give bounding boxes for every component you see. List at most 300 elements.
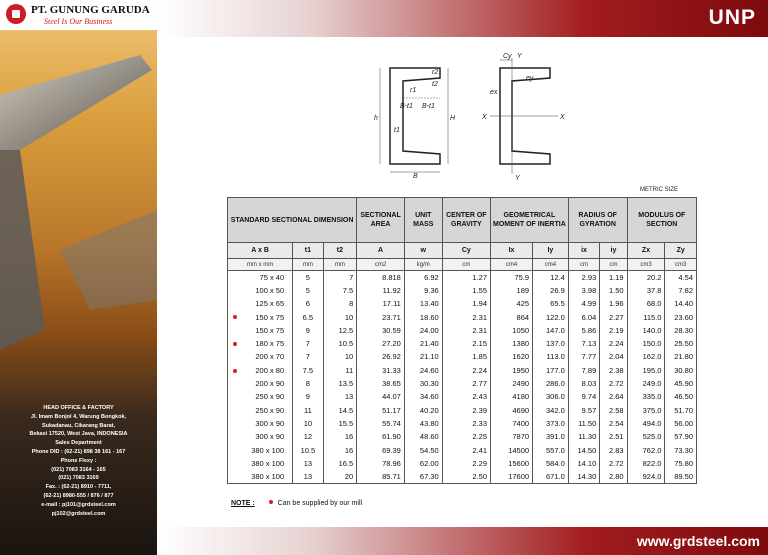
table-row <box>228 297 697 310</box>
table-cell-cy: 2.43 <box>442 390 490 403</box>
table-row <box>228 403 697 416</box>
table-cell-zx: 924.0 <box>627 470 665 483</box>
symbol-cell: Ix <box>491 243 533 259</box>
table-cell-t1: 9 <box>293 390 323 403</box>
size-text: 250 x 90 <box>255 405 285 415</box>
table-cell-size <box>228 470 293 483</box>
table-cell-area: 8.818 <box>357 271 405 284</box>
table-cell-gx: 14.10 <box>568 457 600 470</box>
table-cell-gy: 2.38 <box>600 364 627 377</box>
table-cell-gy: 2.24 <box>600 337 627 350</box>
table-cell-t1: 9 <box>293 324 323 337</box>
table-cell-zy: 7.82 <box>665 284 697 297</box>
table-cell-mass: 13.40 <box>404 297 442 310</box>
table-cell-iy: 147.0 <box>533 324 569 337</box>
table-cell-ix: 189 <box>491 284 533 297</box>
size-text: 380 x 100 <box>251 471 285 481</box>
table-cell-zy: 51.70 <box>665 403 697 416</box>
table-row <box>228 377 697 390</box>
contact-line: Fax. : (62-21) 8910 - 7711, <box>45 484 112 491</box>
table-cell-size <box>228 390 293 403</box>
symbol-cell: A x B <box>228 243 293 259</box>
table-cell-t2: 10.5 <box>323 337 357 350</box>
table-cell-iy: 286.0 <box>533 377 569 390</box>
table-cell-area: 27.20 <box>357 337 405 350</box>
label-b-t1-b: B-t1 <box>422 103 435 110</box>
table-cell-gy: 2.54 <box>600 417 627 430</box>
company-tagline: Steel Is Our Business <box>44 17 113 26</box>
contact-line: e-mail : pj101@grdsteel.com <box>41 501 116 508</box>
contact-info <box>0 404 157 518</box>
mill-supply-marker-icon <box>233 369 237 373</box>
table-cell-gx: 14.30 <box>568 470 600 483</box>
table-cell-gx: 3.98 <box>568 284 600 297</box>
table-cell-gy: 1.19 <box>600 271 627 284</box>
table-cell-mass: 21.40 <box>404 337 442 350</box>
table-cell-zy: 4.54 <box>665 271 697 284</box>
table-cell-ix: 7870 <box>491 430 533 443</box>
page-code: UNP <box>708 6 756 29</box>
table-cell-ix: 1050 <box>491 324 533 337</box>
table-cell-gx: 4.99 <box>568 297 600 310</box>
label-H: H <box>450 115 456 122</box>
table-cell-zy: 30.80 <box>665 364 697 377</box>
table-cell-t1: 6 <box>293 297 323 310</box>
size-text: 180 x 75 <box>255 339 285 349</box>
table-cell-size <box>228 364 293 377</box>
table-cell-zx: 375.0 <box>627 403 665 416</box>
contact-line: (021) 7083 3164 - 165 <box>51 466 106 473</box>
table-cell-gy: 2.80 <box>600 470 627 483</box>
size-text: 380 x 100 <box>251 445 285 455</box>
table-cell-zx: 115.0 <box>627 310 665 323</box>
table-row <box>228 390 697 403</box>
table-cell-mass: 43.80 <box>404 417 442 430</box>
table-cell-cy: 2.29 <box>442 457 490 470</box>
table-cell-ix: 425 <box>491 297 533 310</box>
table-cell-t2: 10 <box>323 310 357 323</box>
table-cell-t2: 8 <box>323 297 357 310</box>
table-cell-ix: 75.9 <box>491 271 533 284</box>
table-row <box>228 271 697 284</box>
contact-line: HEAD OFFICE & FACTORY <box>43 405 114 411</box>
table-cell-iy: 122.0 <box>533 310 569 323</box>
symbol-row <box>228 243 697 259</box>
unit-cell: cm <box>442 259 490 271</box>
table-cell-size <box>228 350 293 363</box>
table-cell-mass: 21.10 <box>404 350 442 363</box>
unit-cell: cm2 <box>357 259 405 271</box>
table-cell-size <box>228 337 293 350</box>
table-cell-t1: 8 <box>293 377 323 390</box>
label-ey: ey <box>526 75 534 82</box>
table-cell-size <box>228 377 293 390</box>
table-cell-area: 30.59 <box>357 324 405 337</box>
table-cell-mass: 34.60 <box>404 390 442 403</box>
table-cell-size <box>228 403 293 416</box>
table-cell-size <box>228 297 293 310</box>
table-cell-zx: 249.0 <box>627 377 665 390</box>
table-cell-zx: 140.0 <box>627 324 665 337</box>
table-cell-cy: 2.50 <box>442 470 490 483</box>
website-link[interactable]: www.grdsteel.com <box>636 533 760 549</box>
table-cell-t2: 16.5 <box>323 457 357 470</box>
label-X-right: X <box>560 114 565 121</box>
table-cell-zx: 494.0 <box>627 417 665 430</box>
header-modulus: MODULUS OF SECTION <box>627 198 696 243</box>
table-cell-gx: 7.77 <box>568 350 600 363</box>
size-text: 300 x 90 <box>255 432 285 442</box>
table-cell-iy: 177.0 <box>533 364 569 377</box>
contact-line: Phone DID : (62-21) 898 38 161 - 167 <box>31 448 126 455</box>
table-cell-gx: 14.50 <box>568 443 600 456</box>
table-cell-area: 85.71 <box>357 470 405 483</box>
label-cy: Cy <box>503 53 512 60</box>
table-cell-zy: 75.80 <box>665 457 697 470</box>
contact-line: (62-21) 8980-555 / 876 / 877 <box>43 492 114 499</box>
table-cell-t2: 7.5 <box>323 284 357 297</box>
label-r1: r1 <box>410 87 417 94</box>
size-text: 75 x 40 <box>259 272 285 282</box>
table-cell-gy: 2.58 <box>600 403 627 416</box>
table-cell-t2: 13.5 <box>323 377 357 390</box>
table-cell-area: 17.11 <box>357 297 405 310</box>
symbol-cell: t2 <box>323 243 357 259</box>
table-cell-gy: 1.96 <box>600 297 627 310</box>
table-cell-gy: 2.64 <box>600 390 627 403</box>
table-cell-iy: 12.4 <box>533 271 569 284</box>
header-dimension: STANDARD SECTIONAL DIMENSION <box>228 198 357 243</box>
table-cell-gy: 1.50 <box>600 284 627 297</box>
logo-area <box>0 0 157 30</box>
table-cell-t1: 7 <box>293 350 323 363</box>
table-cell-t1: 7.5 <box>293 364 323 377</box>
table-cell-cy: 2.41 <box>442 443 490 456</box>
unit-cell: mm <box>323 259 357 271</box>
table-cell-t1: 12 <box>293 430 323 443</box>
table-cell-size <box>228 430 293 443</box>
cross-section-diagrams <box>340 50 580 180</box>
table-cell-gy: 2.04 <box>600 350 627 363</box>
table-cell-zx: 195.0 <box>627 364 665 377</box>
table-cell-mass: 54.50 <box>404 443 442 456</box>
table-cell-t2: 16 <box>323 430 357 443</box>
table-cell-zx: 68.0 <box>627 297 665 310</box>
company-logo-icon <box>6 4 26 24</box>
table-cell-iy: 671.0 <box>533 470 569 483</box>
unit-cell: cm3 <box>665 259 697 271</box>
table-cell-zx: 162.0 <box>627 350 665 363</box>
mill-supply-marker-icon <box>233 315 237 319</box>
table-cell-size <box>228 324 293 337</box>
table-cell-iy: 373.0 <box>533 417 569 430</box>
footer-bar <box>157 527 768 555</box>
table-cell-zy: 46.50 <box>665 390 697 403</box>
unit-cell: mm x mm <box>228 259 293 271</box>
table-cell-zy: 14.40 <box>665 297 697 310</box>
header-gyration: RADIUS OF GYRATION <box>568 198 627 243</box>
metric-size-label: METRIC SIZE <box>640 187 679 193</box>
table-cell-gy: 2.72 <box>600 377 627 390</box>
table-cell-t2: 15.5 <box>323 417 357 430</box>
mill-supply-marker-icon <box>269 500 273 504</box>
note <box>231 500 362 507</box>
table-cell-ix: 17600 <box>491 470 533 483</box>
table-row <box>228 324 697 337</box>
table-cell-t1: 7 <box>293 337 323 350</box>
company-name: PT. GUNUNG GARUDA <box>31 4 150 16</box>
table-cell-zx: 335.0 <box>627 390 665 403</box>
table-row <box>228 417 697 430</box>
table-cell-zy: 25.50 <box>665 337 697 350</box>
mill-supply-marker-icon <box>233 342 237 346</box>
table-cell-ix: 1620 <box>491 350 533 363</box>
table-cell-size <box>228 417 293 430</box>
contact-line: Sukadanau, Cikarang Barat, <box>41 422 116 429</box>
table-row <box>228 350 697 363</box>
table-cell-zy: 23.60 <box>665 310 697 323</box>
table-cell-t1: 5 <box>293 271 323 284</box>
table-cell-t1: 13 <box>293 470 323 483</box>
header-gravity: CENTER OF GRAVITY <box>442 198 490 243</box>
table-cell-cy: 2.31 <box>442 324 490 337</box>
table-cell-zy: 73.30 <box>665 443 697 456</box>
size-text: 250 x 90 <box>255 392 285 402</box>
table-cell-t1: 10.5 <box>293 443 323 456</box>
symbol-cell: t1 <box>293 243 323 259</box>
table-cell-t2: 10 <box>323 350 357 363</box>
channel-dimension-diagram <box>374 68 456 180</box>
table-cell-cy: 1.55 <box>442 284 490 297</box>
table-cell-zy: 57.90 <box>665 430 697 443</box>
size-text: 150 x 75 <box>255 325 285 335</box>
table-cell-cy: 1.85 <box>442 350 490 363</box>
note-label: NOTE : <box>231 500 255 507</box>
table-cell-zy: 28.30 <box>665 324 697 337</box>
table-cell-mass: 62.00 <box>404 457 442 470</box>
table-cell-iy: 391.0 <box>533 430 569 443</box>
table-cell-area: 51.17 <box>357 403 405 416</box>
label-b-t1: B-t1 <box>400 103 413 110</box>
size-text: 200 x 90 <box>255 379 285 389</box>
table-cell-t2: 13 <box>323 390 357 403</box>
table-cell-gx: 2.93 <box>568 271 600 284</box>
unit-cell: cm4 <box>491 259 533 271</box>
table-cell-area: 26.92 <box>357 350 405 363</box>
size-text: 380 x 100 <box>251 458 285 468</box>
table-cell-ix: 15600 <box>491 457 533 470</box>
symbol-cell: Zx <box>627 243 665 259</box>
table-cell-cy: 2.31 <box>442 310 490 323</box>
unit-cell: cm4 <box>533 259 569 271</box>
table-cell-ix: 1380 <box>491 337 533 350</box>
table-row <box>228 443 697 456</box>
table-cell-t1: 13 <box>293 457 323 470</box>
table-cell-ix: 14500 <box>491 443 533 456</box>
table-cell-size <box>228 443 293 456</box>
contact-line: Sales Department <box>55 440 102 447</box>
table-row <box>228 364 697 377</box>
table-cell-t2: 7 <box>323 271 357 284</box>
table-row <box>228 284 697 297</box>
label-t2: t2 <box>432 81 438 88</box>
table-cell-area: 38.65 <box>357 377 405 390</box>
contact-line: Phone Flexy : <box>60 457 97 464</box>
size-text: 125 x 65 <box>255 299 285 309</box>
table-cell-cy: 2.33 <box>442 417 490 430</box>
table-cell-zy: 56.00 <box>665 417 697 430</box>
table-cell-t1: 11 <box>293 403 323 416</box>
table-cell-cy: 1.94 <box>442 297 490 310</box>
table-cell-ix: 1950 <box>491 364 533 377</box>
table-cell-cy: 2.24 <box>442 364 490 377</box>
table-cell-area: 69.39 <box>357 443 405 456</box>
contact-line: pj102@grdsteel.com <box>51 510 106 517</box>
table-cell-area: 23.71 <box>357 310 405 323</box>
table-cell-zx: 37.8 <box>627 284 665 297</box>
table-cell-mass: 48.60 <box>404 430 442 443</box>
unit-row <box>228 259 697 271</box>
table-cell-iy: 137.0 <box>533 337 569 350</box>
table-cell-gx: 9.74 <box>568 390 600 403</box>
symbol-cell: Iy <box>533 243 569 259</box>
table-cell-gy: 2.19 <box>600 324 627 337</box>
table-cell-ix: 4180 <box>491 390 533 403</box>
table-cell-iy: 306.0 <box>533 390 569 403</box>
table-cell-gx: 9.57 <box>568 403 600 416</box>
table-row <box>228 430 697 443</box>
spec-table-body <box>228 271 697 484</box>
table-cell-t1: 5 <box>293 284 323 297</box>
symbol-cell: Cy <box>442 243 490 259</box>
table-cell-gy: 2.51 <box>600 430 627 443</box>
table-cell-zx: 525.0 <box>627 430 665 443</box>
table-cell-size <box>228 457 293 470</box>
table-cell-t2: 16 <box>323 443 357 456</box>
table-cell-zx: 762.0 <box>627 443 665 456</box>
table-cell-cy: 1.27 <box>442 271 490 284</box>
table-cell-mass: 9.36 <box>404 284 442 297</box>
table-cell-zy: 89.50 <box>665 470 697 483</box>
table-cell-gx: 7.89 <box>568 364 600 377</box>
label-r2: r2 <box>432 69 439 76</box>
table-row <box>228 470 697 483</box>
table-cell-t1: 10 <box>293 417 323 430</box>
size-text: 300 x 90 <box>255 418 285 428</box>
symbol-cell: Zy <box>665 243 697 259</box>
label-ex: ex <box>490 89 498 96</box>
unit-cell: cm3 <box>627 259 665 271</box>
symbol-cell: ix <box>568 243 600 259</box>
table-cell-size <box>228 310 293 323</box>
table-cell-mass: 18.60 <box>404 310 442 323</box>
table-cell-t2: 11 <box>323 364 357 377</box>
table-cell-zx: 20.2 <box>627 271 665 284</box>
table-cell-ix: 7400 <box>491 417 533 430</box>
unit-cell: cm <box>600 259 627 271</box>
label-h: h <box>374 115 378 122</box>
table-cell-area: 44.07 <box>357 390 405 403</box>
label-Y-bottom: Y <box>515 175 520 180</box>
size-text: 100 x 50 <box>255 285 285 295</box>
table-cell-gx: 5.86 <box>568 324 600 337</box>
label-B: B <box>413 173 418 180</box>
table-cell-mass: 40.20 <box>404 403 442 416</box>
table-cell-zx: 822.0 <box>627 457 665 470</box>
table-cell-cy: 2.25 <box>442 430 490 443</box>
table-cell-iy: 113.0 <box>533 350 569 363</box>
size-text: 150 x 75 <box>255 312 285 322</box>
contact-line: Bekasi 17520, West Java, INDONESIA <box>29 431 128 438</box>
table-cell-gx: 11.30 <box>568 430 600 443</box>
table-cell-zy: 21.80 <box>665 350 697 363</box>
symbol-cell: iy <box>600 243 627 259</box>
symbol-cell: w <box>404 243 442 259</box>
table-cell-ix: 864 <box>491 310 533 323</box>
table-cell-area: 31.33 <box>357 364 405 377</box>
table-cell-gx: 11.50 <box>568 417 600 430</box>
table-row <box>228 337 697 350</box>
table-cell-size <box>228 284 293 297</box>
table-cell-zx: 150.0 <box>627 337 665 350</box>
label-t1: t1 <box>394 127 400 134</box>
contact-line: Jl. Imam Bonjol 4, Warung Bongkok, <box>30 413 127 420</box>
header-bar <box>157 0 768 37</box>
table-cell-ix: 2490 <box>491 377 533 390</box>
header-area: SECTIONAL AREA <box>357 198 405 243</box>
table-cell-gx: 6.04 <box>568 310 600 323</box>
table-cell-gx: 7.13 <box>568 337 600 350</box>
table-cell-t2: 14.5 <box>323 403 357 416</box>
table-cell-mass: 67.30 <box>404 470 442 483</box>
table-cell-gy: 2.83 <box>600 443 627 456</box>
label-Y-top: Y <box>517 53 522 60</box>
table-cell-zy: 45.90 <box>665 377 697 390</box>
size-text: 200 x 80 <box>255 365 285 375</box>
table-cell-area: 78.96 <box>357 457 405 470</box>
table-cell-mass: 24.00 <box>404 324 442 337</box>
header-mass: UNIT MASS <box>404 198 442 243</box>
channel-axis-diagram <box>481 53 565 180</box>
table-cell-gy: 2.72 <box>600 457 627 470</box>
table-row <box>228 310 697 323</box>
table-cell-mass: 24.60 <box>404 364 442 377</box>
table-cell-area: 11.92 <box>357 284 405 297</box>
table-cell-mass: 30.30 <box>404 377 442 390</box>
unit-cell: cm <box>568 259 600 271</box>
table-cell-cy: 2.39 <box>442 403 490 416</box>
spec-table <box>227 197 697 484</box>
sidebar <box>0 0 157 555</box>
table-cell-area: 55.74 <box>357 417 405 430</box>
table-cell-iy: 65.5 <box>533 297 569 310</box>
unit-cell: mm <box>293 259 323 271</box>
contact-line: (021) 7083 3169 <box>58 475 99 482</box>
table-cell-ix: 4690 <box>491 403 533 416</box>
table-cell-t2: 12.5 <box>323 324 357 337</box>
size-text: 200 x 70 <box>255 352 285 362</box>
unit-cell: kg/m <box>404 259 442 271</box>
symbol-cell: A <box>357 243 405 259</box>
table-cell-iy: 342.0 <box>533 403 569 416</box>
table-cell-mass: 6.92 <box>404 271 442 284</box>
label-X-left: X <box>482 114 487 121</box>
table-cell-t2: 20 <box>323 470 357 483</box>
table-cell-size <box>228 271 293 284</box>
table-cell-cy: 2.15 <box>442 337 490 350</box>
table-cell-area: 61.90 <box>357 430 405 443</box>
table-cell-gy: 2.27 <box>600 310 627 323</box>
